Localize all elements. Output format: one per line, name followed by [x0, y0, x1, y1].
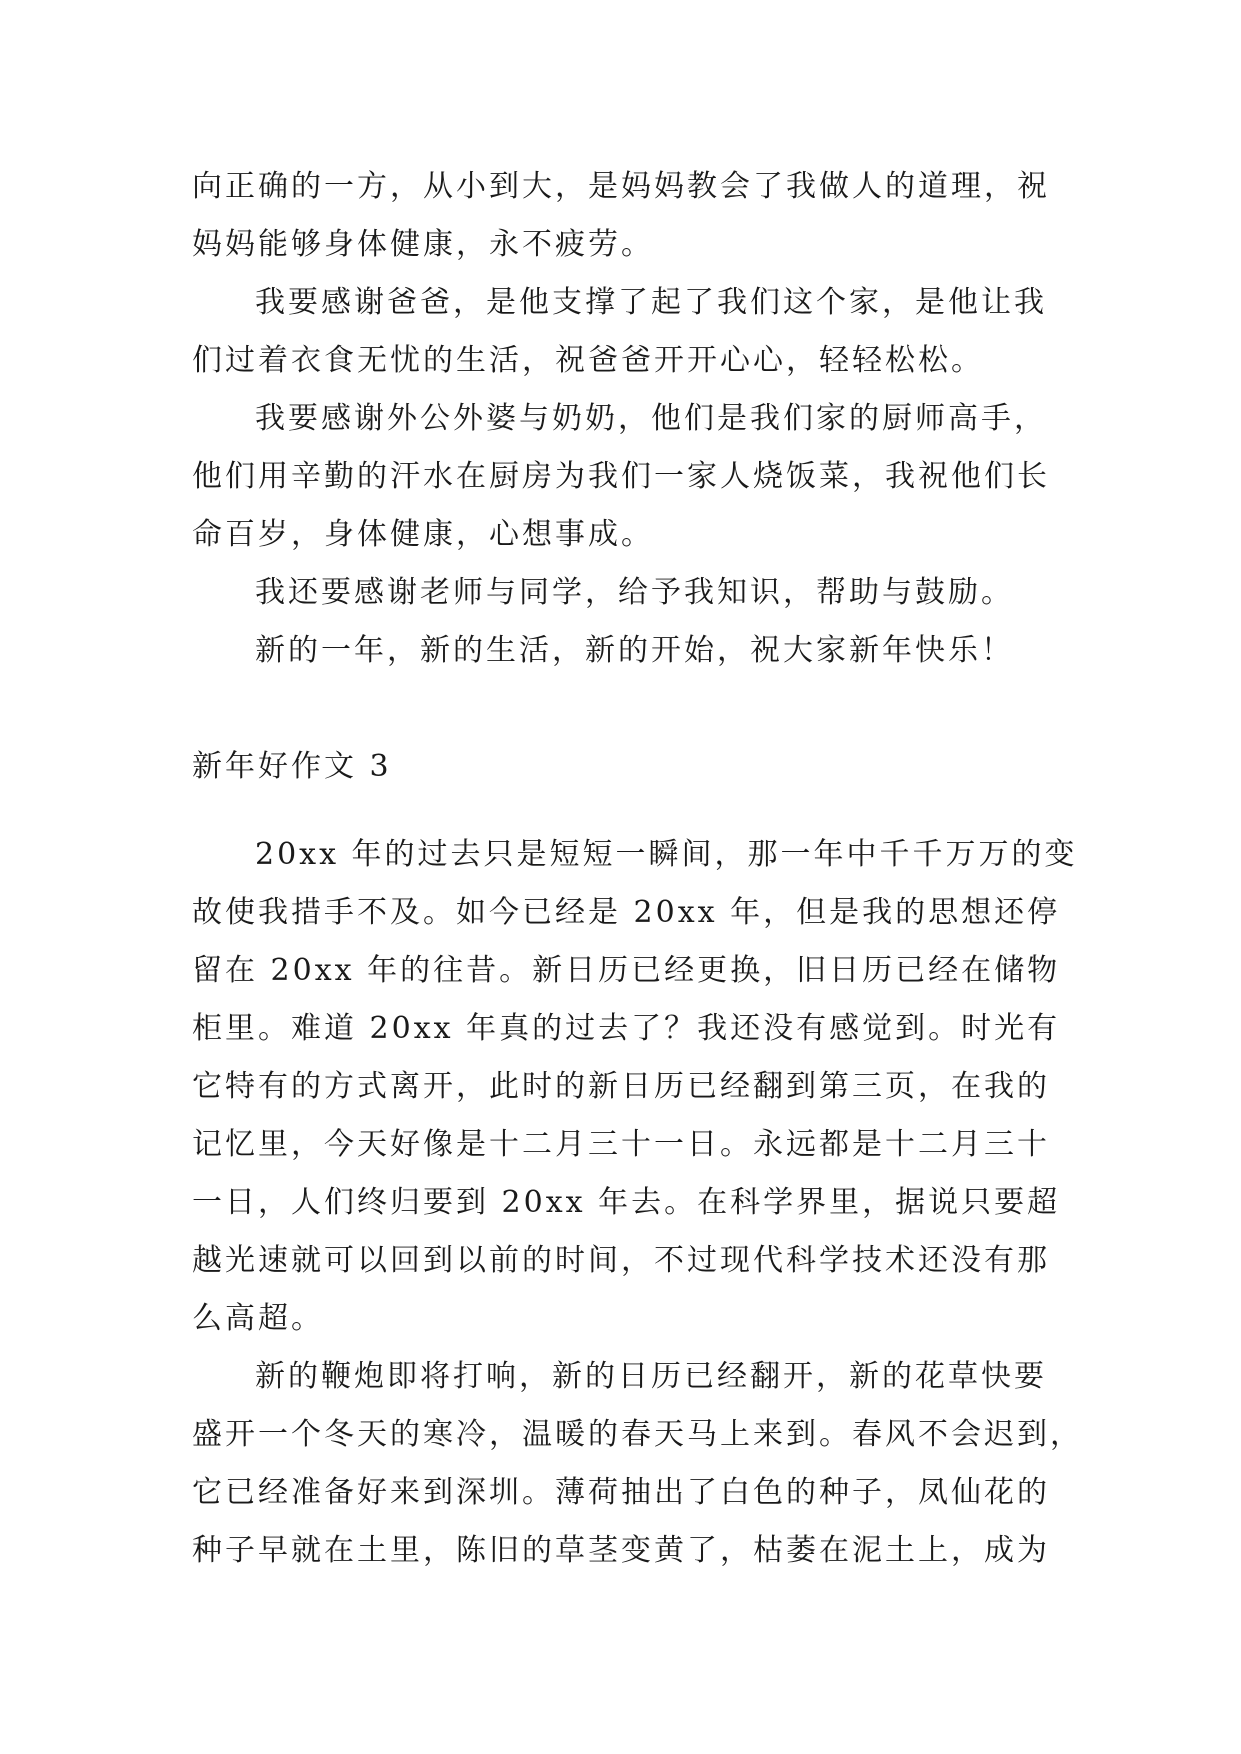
text-line: 们过着衣食无忧的生活，祝爸爸开开心心，轻轻松松。 [192, 343, 984, 378]
essay-section-3 [192, 738, 1083, 1580]
paragraph-start-line: 新的鞭炮即将打响，新的日历已经翻开，新的花草快要 [255, 1359, 1047, 1394]
text-line: 盛开一个冬天的寒冷，温暖的春天马上来到。春风不会迟到， [192, 1417, 1083, 1452]
text-line: 种子早就在土里，陈旧的草茎变黄了，枯萎在泥土上，成为 [192, 1533, 1050, 1568]
paragraph-start-line: 我还要感谢老师与同学，给予我知识，帮助与鼓励。 [255, 575, 1014, 610]
text-line: 柜里。难道 20xx 年真的过去了？我还没有感觉到。时光有 [192, 1011, 1061, 1046]
essay-section-2-continued [192, 158, 1052, 680]
text-line: 么高超。 [192, 1301, 324, 1336]
paragraph-start-line: 新的一年，新的生活，新的开始，祝大家新年快乐！ [255, 633, 1014, 668]
paragraph-start-line: 我要感谢爸爸，是他支撑了起了我们这个家，是他让我 [255, 285, 1047, 320]
text-line: 留在 20xx 年的往昔。新日历已经更换，旧日历已经在储物 [192, 953, 1061, 988]
text-line: 它特有的方式离开，此时的新日历已经翻到第三页，在我的 [192, 1069, 1050, 1104]
document-page [192, 158, 1083, 1580]
paragraph-start-line: 20xx 年的过去只是短短一瞬间，那一年中千千万万的变 [255, 837, 1078, 872]
essay-heading: 新年好作文 3 [192, 749, 392, 784]
text-line: 妈妈能够身体健康，永不疲劳。 [192, 227, 654, 262]
text-line: 它已经准备好来到深圳。薄荷抽出了白色的种子，凤仙花的 [192, 1475, 1050, 1510]
paragraph-start-line: 我要感谢外公外婆与奶奶，他们是我们家的厨师高手， [255, 401, 1047, 436]
text-line: 命百岁，身体健康，心想事成。 [192, 517, 654, 552]
text-line: 记忆里，今天好像是十二月三十一日。永远都是十二月三十 [192, 1127, 1050, 1162]
text-line: 向正确的一方，从小到大，是妈妈教会了我做人的道理，祝 [192, 169, 1050, 204]
text-line: 故使我措手不及。如今已经是 20xx 年，但是我的思想还停 [192, 895, 1061, 930]
text-line: 越光速就可以回到以前的时间，不过现代科学技术还没有那 [192, 1243, 1050, 1278]
text-line: 他们用辛勤的汗水在厨房为我们一家人烧饭菜，我祝他们长 [192, 459, 1050, 494]
text-line: 一日，人们终归要到 20xx 年去。在科学界里，据说只要超 [192, 1185, 1061, 1220]
